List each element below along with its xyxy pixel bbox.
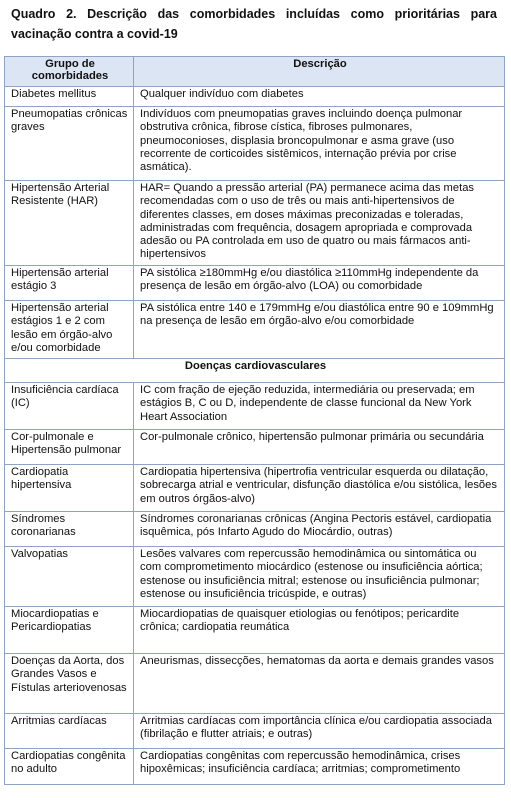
description-cell: PA sistólica entre 140 e 179mmHg e/ou diastólica entre 90 e 109mmHg na presença de lesão em órgão-alvo e/ou comorbidade	[134, 301, 505, 359]
group-cell: Cardiopatias congênita no adulto	[5, 749, 134, 785]
group-cell: Miocardiopatias e Pericardiopatias	[5, 607, 134, 654]
table-row	[5, 87, 505, 107]
description-cell: Síndromes coronarianas crônicas (Angina Pectoris estável, cardiopatia isquêmica, pós Infarto Agudo do Miocárdio, outras)	[134, 512, 505, 547]
table-row	[5, 547, 505, 607]
table-row	[5, 383, 505, 430]
description-cell: PA sistólica ≥180mmHg e/ou diastólica ≥110mmHg independente da presença de lesão em órgão-alvo (LOA) ou comorbidade	[134, 266, 505, 301]
section-title: Doenças cardiovasculares	[5, 359, 505, 383]
table-header-row	[5, 57, 505, 87]
group-cell: Arritmias cardíacas	[5, 714, 134, 749]
group-cell: Hipertensão arterial estágios 1 e 2 com lesão em órgão-alvo e/ou comorbidade	[5, 301, 134, 359]
comorbidities-table	[4, 56, 505, 785]
table-row	[5, 714, 505, 749]
group-cell: Doenças da Aorta, dos Grandes Vasos e Fístulas arteriovenosas	[5, 654, 134, 714]
description-cell: Cardiopatia hipertensiva (hipertrofia ventricular esquerda ou dilatação, sobrecarga atrial e ventricular, disfunção diastólica e/ou sistólica, lesões em outros órgãos-alvo)	[134, 465, 505, 512]
group-cell: Cor-pulmonale e Hipertensão pulmonar	[5, 430, 134, 465]
group-cell: Hipertensão Arterial Resistente (HAR)	[5, 181, 134, 266]
header-group: Grupo de comorbidades	[5, 57, 134, 87]
description-cell: Arritmias cardíacas com importância clínica e/ou cardiopatia associada (fibrilação e flutter atriais; e outras)	[134, 714, 505, 749]
table-row	[5, 430, 505, 465]
description-cell: Aneurismas, dissecções, hematomas da aorta e demais grandes vasos	[134, 654, 505, 714]
header-description: Descrição	[134, 57, 505, 87]
description-cell: Cardiopatias congênitas com repercussão hemodinâmica, crises hipoxêmicas; insuficiência cardíaca; arritmias; comprometimento	[134, 749, 505, 785]
table-row	[5, 512, 505, 547]
section-row	[5, 359, 505, 383]
description-cell: Miocardiopatias de quaisquer etiologias ou fenótipos; pericardite crônica; cardiopatia reumática	[134, 607, 505, 654]
description-cell: HAR= Quando a pressão arterial (PA) permanece acima das metas recomendadas com o uso de três ou mais anti-hipertensivos de diferentes classes, em doses máximas preconizadas e toleradas, administradas com frequência, dosagem apropriada e comprovada adesão ou PA controlada em uso de quatro ou mais fármacos anti-hipertensivos	[134, 181, 505, 266]
table-row	[5, 654, 505, 714]
group-cell: Síndromes coronarianas	[5, 512, 134, 547]
description-cell: IC com fração de ejeção reduzida, intermediária ou preservada; em estágios B, C ou D, independente de classe funcional da New York Heart Association	[134, 383, 505, 430]
description-cell: Cor-pulmonale crônico, hipertensão pulmonar primária ou secundária	[134, 430, 505, 465]
group-cell: Pneumopatias crônicas graves	[5, 107, 134, 181]
table-row	[5, 465, 505, 512]
group-cell: Valvopatias	[5, 547, 134, 607]
table-row	[5, 107, 505, 181]
table-row	[5, 266, 505, 301]
table-row	[5, 181, 505, 266]
description-cell: Qualquer indivíduo com diabetes	[134, 87, 505, 107]
table-row	[5, 749, 505, 785]
description-cell: Indivíduos com pneumopatias graves incluindo doença pulmonar obstrutiva crônica, fibrose cística, fibroses pulmonares, pneumoconioses, displasia broncopulmonar e asma grave (uso recorrente de corticoides sistêmicos, internação prévia por crise asmática).	[134, 107, 505, 181]
group-cell: Diabetes mellitus	[5, 87, 134, 107]
group-cell: Cardiopatia hipertensiva	[5, 465, 134, 512]
group-cell: Insuficiência cardíaca (IC)	[5, 383, 134, 430]
group-cell: Hipertensão arterial estágio 3	[5, 266, 134, 301]
table-row	[5, 607, 505, 654]
table-caption: Quadro 2. Descrição das comorbidades incluídas como prioritárias para vacinação contra a covid-19	[11, 7, 497, 41]
description-cell: Lesões valvares com repercussão hemodinâmica ou sintomática ou com comprometimento miocárdico (estenose ou insuficiência aórtica; estenose ou insuficiência mitral; estenose ou insuficiência pulmonar; estenose ou insuficiência tricúspide, e outras)	[134, 547, 505, 607]
table-row	[5, 301, 505, 359]
